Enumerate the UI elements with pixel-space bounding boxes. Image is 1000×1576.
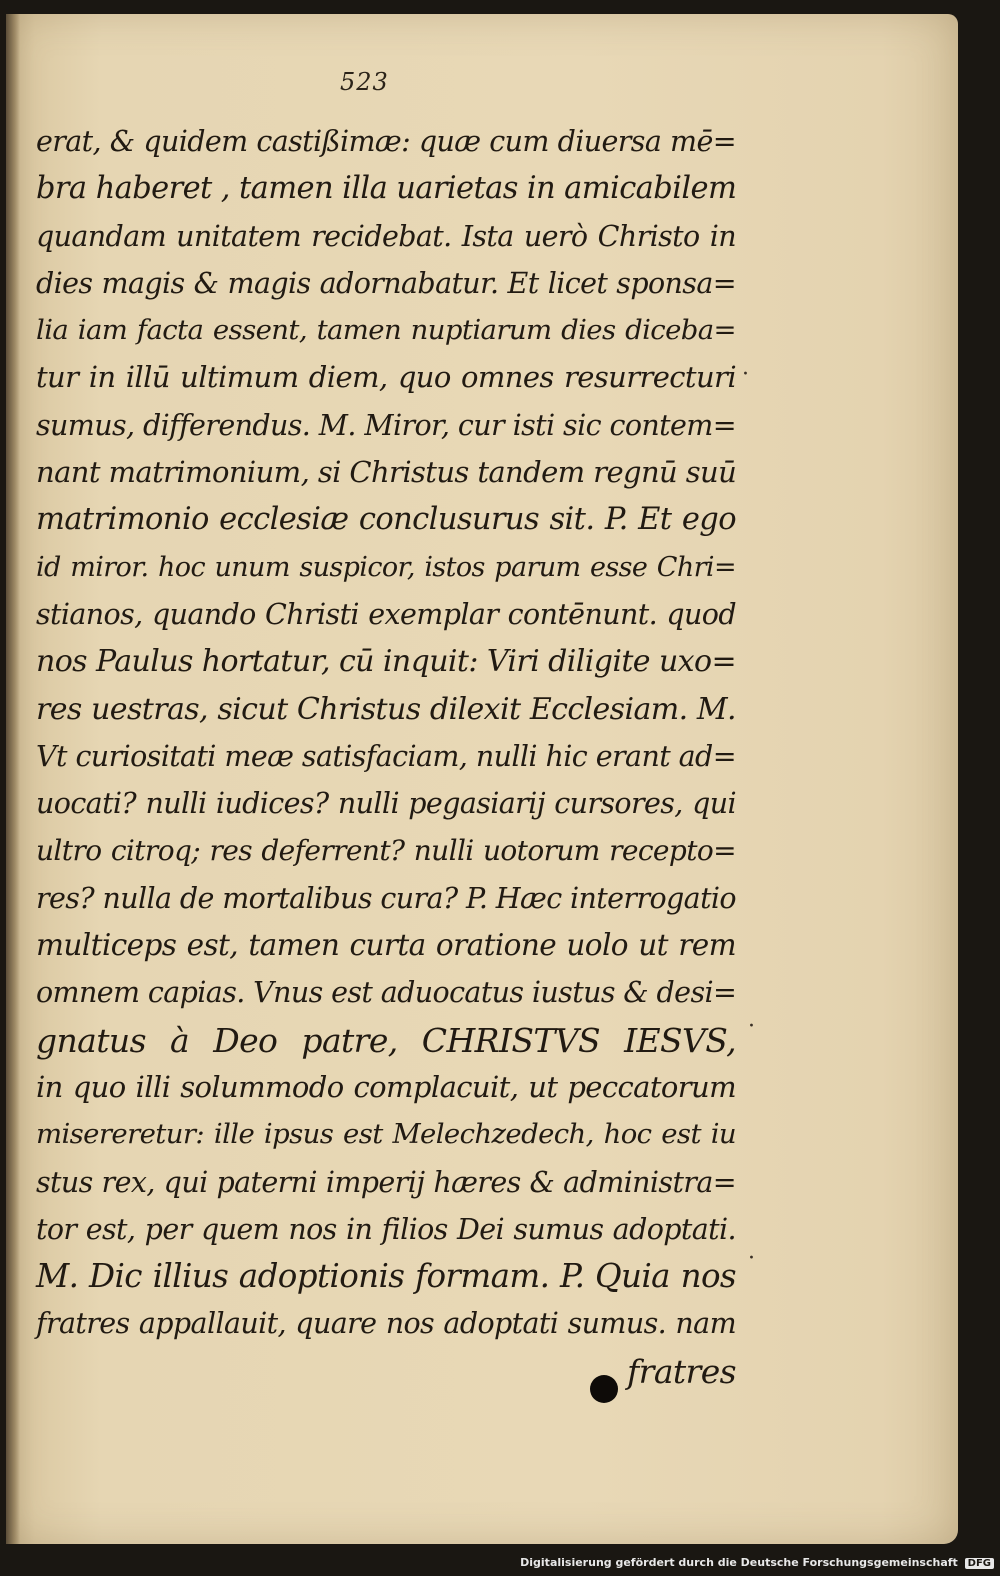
text-line: tur in illū ultimum diem, quo omnes resurrecturi [36, 360, 736, 395]
page-binding-edge [6, 14, 20, 1544]
text-line: in quo illi solummodo complacuit, ut peccatorum [36, 1069, 736, 1104]
text-line: misereretur: ille ipsus est Melechzedech, hoc est iu [36, 1118, 736, 1151]
text-line: res uestras, sicut Christus dilexit Ecclesiam. M. [36, 691, 736, 727]
book-page [6, 14, 958, 1544]
text-line: matrimonio ecclesiæ conclusurus sit. P. Et ego [36, 502, 736, 538]
text-line: dies magis & magis adornabatur. Et licet sponsa= [36, 266, 736, 300]
text-line: erat, & quidem castißimæ: quæ cum diuersa mē= [36, 125, 736, 158]
text-line: res? nulla de mortalibus cura? P. Hæc interrogatio [36, 881, 736, 915]
page-number: 523 [340, 68, 389, 96]
margin-mark: · [742, 362, 749, 387]
text-line: nant matrimonium, si Christus tandem regnū suū [36, 455, 737, 490]
text-line: Vt curiositati meæ satisfaciam, nulli hic erant ad= [36, 739, 736, 773]
text-line: bra haberet , tamen illa uarietas in amicabilem [36, 171, 737, 207]
dfg-logo: DFG [965, 1558, 994, 1569]
text-line: sumus, differendus. M. Miror, cur isti sic contem= [36, 408, 736, 442]
digitization-credit [520, 1556, 994, 1569]
text-line: stus rex, qui paterni imperij hæres & administra= [36, 1165, 736, 1199]
text-line: stianos, quando Christi exemplar contēnunt. quod [36, 597, 736, 631]
margin-mark: · [748, 1014, 755, 1039]
text-line: M. Dic illius adoptionis formam. P. Quia nos [36, 1257, 736, 1296]
text-line: ultro citroq; res deferrent? nulli uotorum recepto= [36, 834, 736, 868]
text-line: lia iam facta essent, tamen nuptiarum dies diceba= [36, 314, 736, 347]
text-line: nos Paulus hortatur, cū inquit: Viri diligite uxo= [36, 644, 736, 680]
text-line: quandam unitatem recidebat. Ista uerò Christo in [36, 219, 736, 253]
text-line: fratres appallauit, quare nos adoptati sumus. nam [36, 1307, 736, 1341]
text-line: uocati? nulli iudices? nulli pegasiarij cursores, qui [36, 787, 736, 821]
body-text [36, 118, 736, 1395]
catchword: fratres [627, 1351, 736, 1391]
text-line: id miror. hoc unum suspicor, istos parum esse Chri= [36, 551, 736, 583]
text-line: gnatus à Deo patre, CHRISTVS IESVS, [36, 1020, 736, 1060]
text-line: multiceps est, tamen curta oratione uolo ut rem [36, 928, 736, 963]
margin-mark: · [748, 1246, 755, 1271]
ink-blot [590, 1375, 618, 1403]
credit-text: Digitalisierung gefördert durch die Deutsche Forschungsgemeinschaft [520, 1556, 958, 1569]
text-line: tor est, per quem nos in filios Dei sumus adoptati. [36, 1212, 736, 1246]
text-line: omnem capias. Vnus est aduocatus iustus & desi= [36, 976, 737, 1010]
